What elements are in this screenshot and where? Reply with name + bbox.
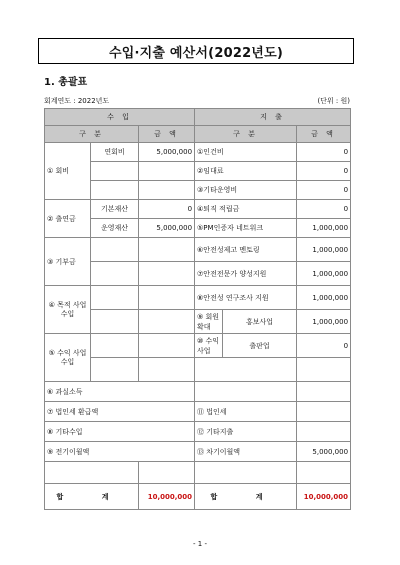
- expense-item-amount: 0: [297, 162, 351, 181]
- table-row: [45, 442, 351, 462]
- income-group-label: ⑤ 수익 사업 수입: [45, 334, 91, 382]
- income-group-label: ② 출연금: [45, 200, 91, 238]
- table-row: [45, 143, 351, 162]
- expense-item-label: ②임대료: [195, 162, 297, 181]
- expense-header: 지 출: [195, 109, 351, 126]
- income-item-amount: 0: [139, 200, 195, 219]
- income-group-label: ⑨ 전기이월액: [45, 442, 195, 462]
- income-item-label: 운영재산: [91, 219, 139, 238]
- expense-item-label: ③기타운영비: [195, 181, 297, 200]
- expense-amount-header: 금 액: [297, 126, 351, 143]
- expense-item-amount: 0: [297, 143, 351, 162]
- expense-item-sub: 출판업: [223, 334, 297, 358]
- expense-item-label: ④퇴직 적립금: [195, 200, 297, 219]
- table-row: [45, 334, 351, 358]
- header-row-sub: [45, 126, 351, 143]
- table-row: [45, 238, 351, 262]
- income-item-label: 연회비: [91, 143, 139, 162]
- document-title: 수입·지출 예산서(2022년도): [38, 38, 354, 64]
- income-category-header: 구 분: [45, 126, 139, 143]
- table-row: [45, 402, 351, 422]
- expense-item-amount: 1,000,000: [297, 238, 351, 262]
- table-row: [45, 200, 351, 219]
- income-total-amount: 10,000,000: [139, 484, 195, 510]
- expense-item-amount: 0: [297, 334, 351, 358]
- table-row: [45, 162, 351, 181]
- table-row: [45, 462, 351, 484]
- expense-item-amount: 5,000,000: [297, 442, 351, 462]
- income-amount-header: 금 액: [139, 126, 195, 143]
- unit-label: (단위 : 원): [317, 97, 350, 105]
- expense-item-amount: 0: [297, 181, 351, 200]
- section-title: 1. 총괄표: [44, 77, 88, 88]
- expense-total-label: 합 계: [195, 484, 297, 510]
- income-item-amount: 5,000,000: [139, 143, 195, 162]
- expense-item-amount: 1,000,000: [297, 219, 351, 238]
- page-number: - 1 -: [193, 540, 207, 548]
- income-group-label: ⑧ 기타수입: [45, 422, 195, 442]
- income-group-label: ① 회비: [45, 143, 91, 200]
- expense-item-label: ⑦안전전문가 양성지원: [195, 262, 297, 286]
- header-row-main: [45, 109, 351, 126]
- budget-summary-table: [44, 108, 351, 510]
- expense-total-amount: 10,000,000: [297, 484, 351, 510]
- table-row: [45, 262, 351, 286]
- income-group-label: ③ 기부금: [45, 238, 91, 286]
- expense-item-label: ⑤PM인증자 네트워크: [195, 219, 297, 238]
- expense-item-sub: 홍보사업: [223, 310, 297, 334]
- income-item-label: 기본재산: [91, 200, 139, 219]
- table-row: [45, 358, 351, 382]
- income-group-label: ⑥ 과실소득: [45, 382, 195, 402]
- table-row: [45, 310, 351, 334]
- fiscal-year: 회계연도 : 2022년도: [44, 97, 110, 105]
- expense-item-amount: 0: [297, 200, 351, 219]
- expense-item-label: ⑪ 법인세: [195, 402, 297, 422]
- expense-item-label: ⑩ 수익사업: [195, 334, 223, 358]
- expense-item-label: ⑧안전성 연구조사 지원: [195, 286, 297, 310]
- table-row: [45, 219, 351, 238]
- expense-item-amount: 1,000,000: [297, 262, 351, 286]
- table-row: [45, 286, 351, 310]
- expense-item-amount: 1,000,000: [297, 286, 351, 310]
- income-group-label: ⑦ 법인세 환급액: [45, 402, 195, 422]
- table-row: [45, 181, 351, 200]
- income-item-amount: 5,000,000: [139, 219, 195, 238]
- expense-item-label: ⑥안전성제고 멘토링: [195, 238, 297, 262]
- total-row: [45, 484, 351, 510]
- income-total-label: 합 계: [45, 484, 139, 510]
- expense-category-header: 구 분: [195, 126, 297, 143]
- income-header: 수 입: [45, 109, 195, 126]
- expense-item-label: ①인건비: [195, 143, 297, 162]
- expense-item-label: ⑬ 차기이월액: [195, 442, 297, 462]
- table-row: [45, 422, 351, 442]
- expense-item-label: ⑨ 회원확대: [195, 310, 223, 334]
- income-group-label: ④ 목적 사업 수입: [45, 286, 91, 334]
- expense-item-amount: 1,000,000: [297, 310, 351, 334]
- table-row: [45, 382, 351, 402]
- expense-item-label: ⑫ 기타지출: [195, 422, 297, 442]
